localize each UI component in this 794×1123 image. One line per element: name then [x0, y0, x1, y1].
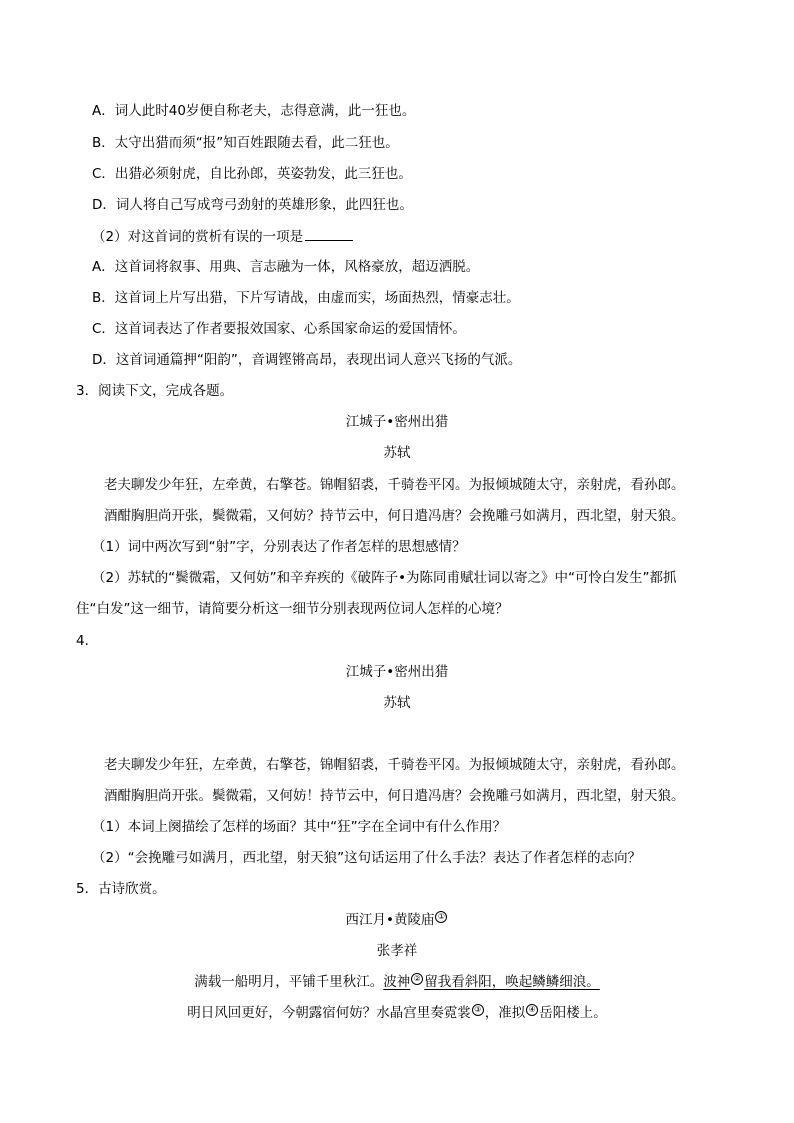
q5-line2-a: 明日风回更好，今朝露宿何妨？水晶宫里奏霓裳: [187, 1005, 471, 1021]
q3-question-2-cont: 住“白发”这一细节，请简要分析这一细节分别表现两位词人怎样的心境？: [76, 601, 509, 617]
q2-sub2-prompt: [92, 227, 353, 246]
q4-poem-title: 江城子•密州出猎: [345, 664, 449, 680]
q5-poem-author: 张孝祥: [376, 943, 418, 959]
q5-line2-c: 岳阳楼上。: [539, 1005, 607, 1021]
q3-question-2: （2）苏轼的“鬓微霜，又何妨”和辛弃疾的《破阵子•为陈同甫赋壮词以寄之》中“可怜白发生”都抓: [92, 570, 677, 586]
q4-poem-line-2: 酒酣胸胆尚开张。鬓微霜，又何妨！持节云中，何日遣冯唐？会挽雕弓如满月，西北望，射天狼。: [104, 788, 685, 804]
q3-poem-line-2: 酒酣胸胆尚开张，鬓微霜，又何妨？持节云中，何日遣冯唐？会挽雕弓如满月，西北望，射天狼。: [104, 508, 685, 524]
q2-option-c2: C．这首词表达了作者要报效国家、心系国家命运的爱国情怀。: [92, 321, 466, 337]
q3-poem-author: 苏轼: [383, 445, 411, 461]
q3-question-1: （1）词中两次写到“射”字，分别表达了作者怎样的思想感情？: [92, 539, 466, 555]
answer-blank[interactable]: [305, 227, 353, 241]
q2-option-b1: B．太守出猎而须“报”知百姓跟随去看，此二狂也。: [92, 135, 399, 151]
q5-poem-line-1: [0, 973, 794, 991]
q5-line1-underlined-a: 波神: [383, 974, 411, 990]
q4-label: 4．: [76, 633, 99, 649]
q3-poem-title: 江城子•密州出猎: [345, 414, 449, 430]
footnote-marker-1: ①: [435, 911, 447, 923]
q2-option-a2: A．这首词将叙事、用典、言志融为一体，风格豪放，超迈洒脱。: [92, 259, 480, 275]
q4-question-1: （1）本词上阕描绘了怎样的场面？其中“狂”字在全词中有什么作用？: [92, 819, 507, 835]
q5-title-text: 西江月•黄陵庙: [345, 912, 435, 928]
q2-option-b2: B．这首词上片写出猎，下片写请战，由虚而实，场面热烈，情豪志壮。: [92, 290, 520, 306]
footnote-marker-4: ④: [526, 1004, 538, 1016]
footnote-marker-2: ②: [411, 973, 423, 985]
q5-line1-plain: 满载一船明月，平铺千里秋江。: [194, 974, 384, 990]
q3-poem-line-1: 老夫聊发少年狂，左牵黄，右擎苍。锦帽貂裘，千骑卷平冈。为报倾城随太守，亲射虎，看孙郎。: [104, 477, 685, 493]
q2-sub2-text: （2）对这首词的赏析有误的一项是: [92, 229, 304, 245]
q4-poem-author: 苏轼: [383, 695, 411, 711]
q4-question-2: （2）“会挽雕弓如满月，西北望，射天狼”这句话运用了什么手法？表达了作者怎样的志向？: [92, 850, 642, 866]
q5-poem-title: [0, 911, 794, 929]
q2-option-d1: D．词人将自己写成弯弓劲射的英雄形象，此四狂也。: [92, 197, 413, 213]
q2-option-a1: A．词人此时40岁便自称老夫，志得意满，此一狂也。: [92, 103, 416, 119]
q5-line1-underlined-b: 留我看斜阳，唤起鳞鳞细浪。: [424, 974, 600, 990]
q3-label: 3．阅读下文，完成各题。: [76, 383, 234, 399]
footnote-marker-3: ③: [472, 1004, 484, 1016]
q5-label: 5．古诗欣赏。: [76, 881, 166, 897]
q5-line2-b: ，准拟: [484, 1005, 526, 1021]
q2-option-d2: D．这首词通篇押“阳韵”，音调铿锵高昂，表现出词人意兴飞扬的气派。: [92, 352, 522, 368]
q5-poem-line-2: [0, 1004, 794, 1022]
q2-option-c1: C．出猎必须射虎，自比孙郎，英姿勃发，此三狂也。: [92, 166, 412, 182]
q4-poem-line-1: 老夫聊发少年狂，左牵黄，右擎苍，锦帽貂裘，千骑卷平冈。为报倾城随太守，亲射虎，看孙郎。: [104, 757, 685, 773]
